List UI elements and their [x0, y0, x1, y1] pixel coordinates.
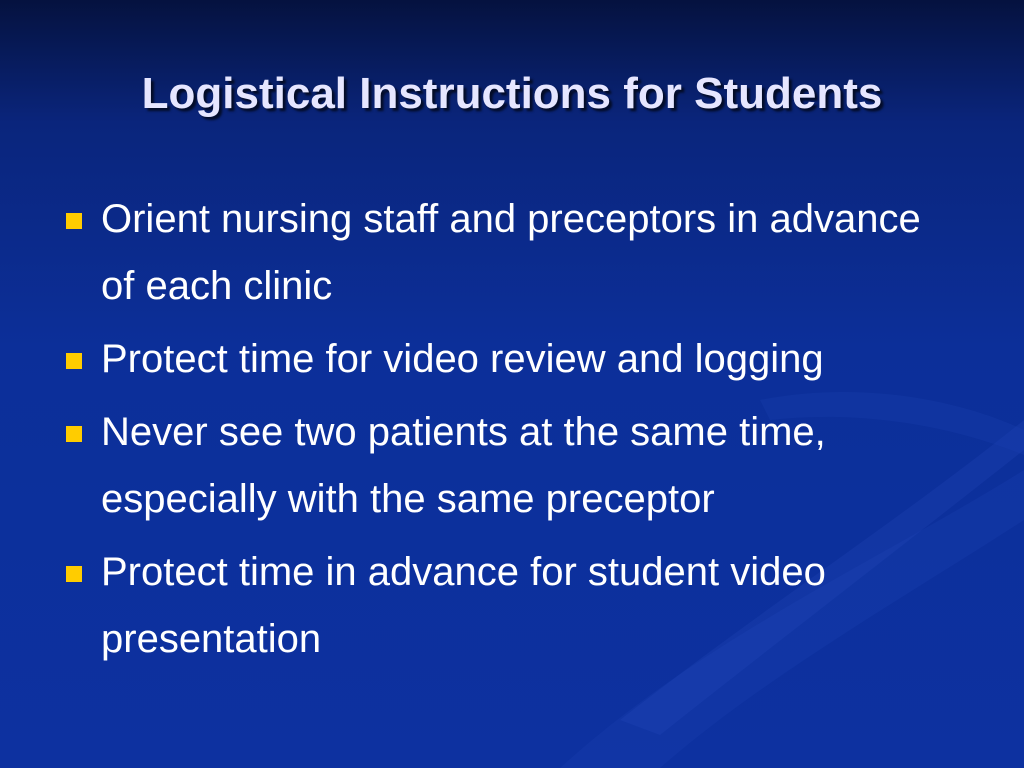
bullet-item [62, 326, 962, 393]
square-bullet-icon [66, 353, 82, 369]
square-bullet-icon [66, 566, 82, 582]
bullet-list [62, 186, 962, 679]
bullet-item [62, 399, 962, 533]
bullet-text: Never see two patients at the same time, especially with the same preceptor [101, 410, 826, 521]
bullet-item [62, 186, 962, 320]
square-bullet-icon [66, 426, 82, 442]
bullet-text: Orient nursing staff and preceptors in advance of each clinic [101, 197, 921, 308]
square-bullet-icon [66, 213, 82, 229]
bullet-item [62, 539, 962, 673]
slide-title: Logistical Instructions for Students [141, 69, 883, 118]
bullet-text: Protect time in advance for student video presentation [101, 550, 826, 661]
bullet-text: Protect time for video review and logging [101, 337, 824, 381]
